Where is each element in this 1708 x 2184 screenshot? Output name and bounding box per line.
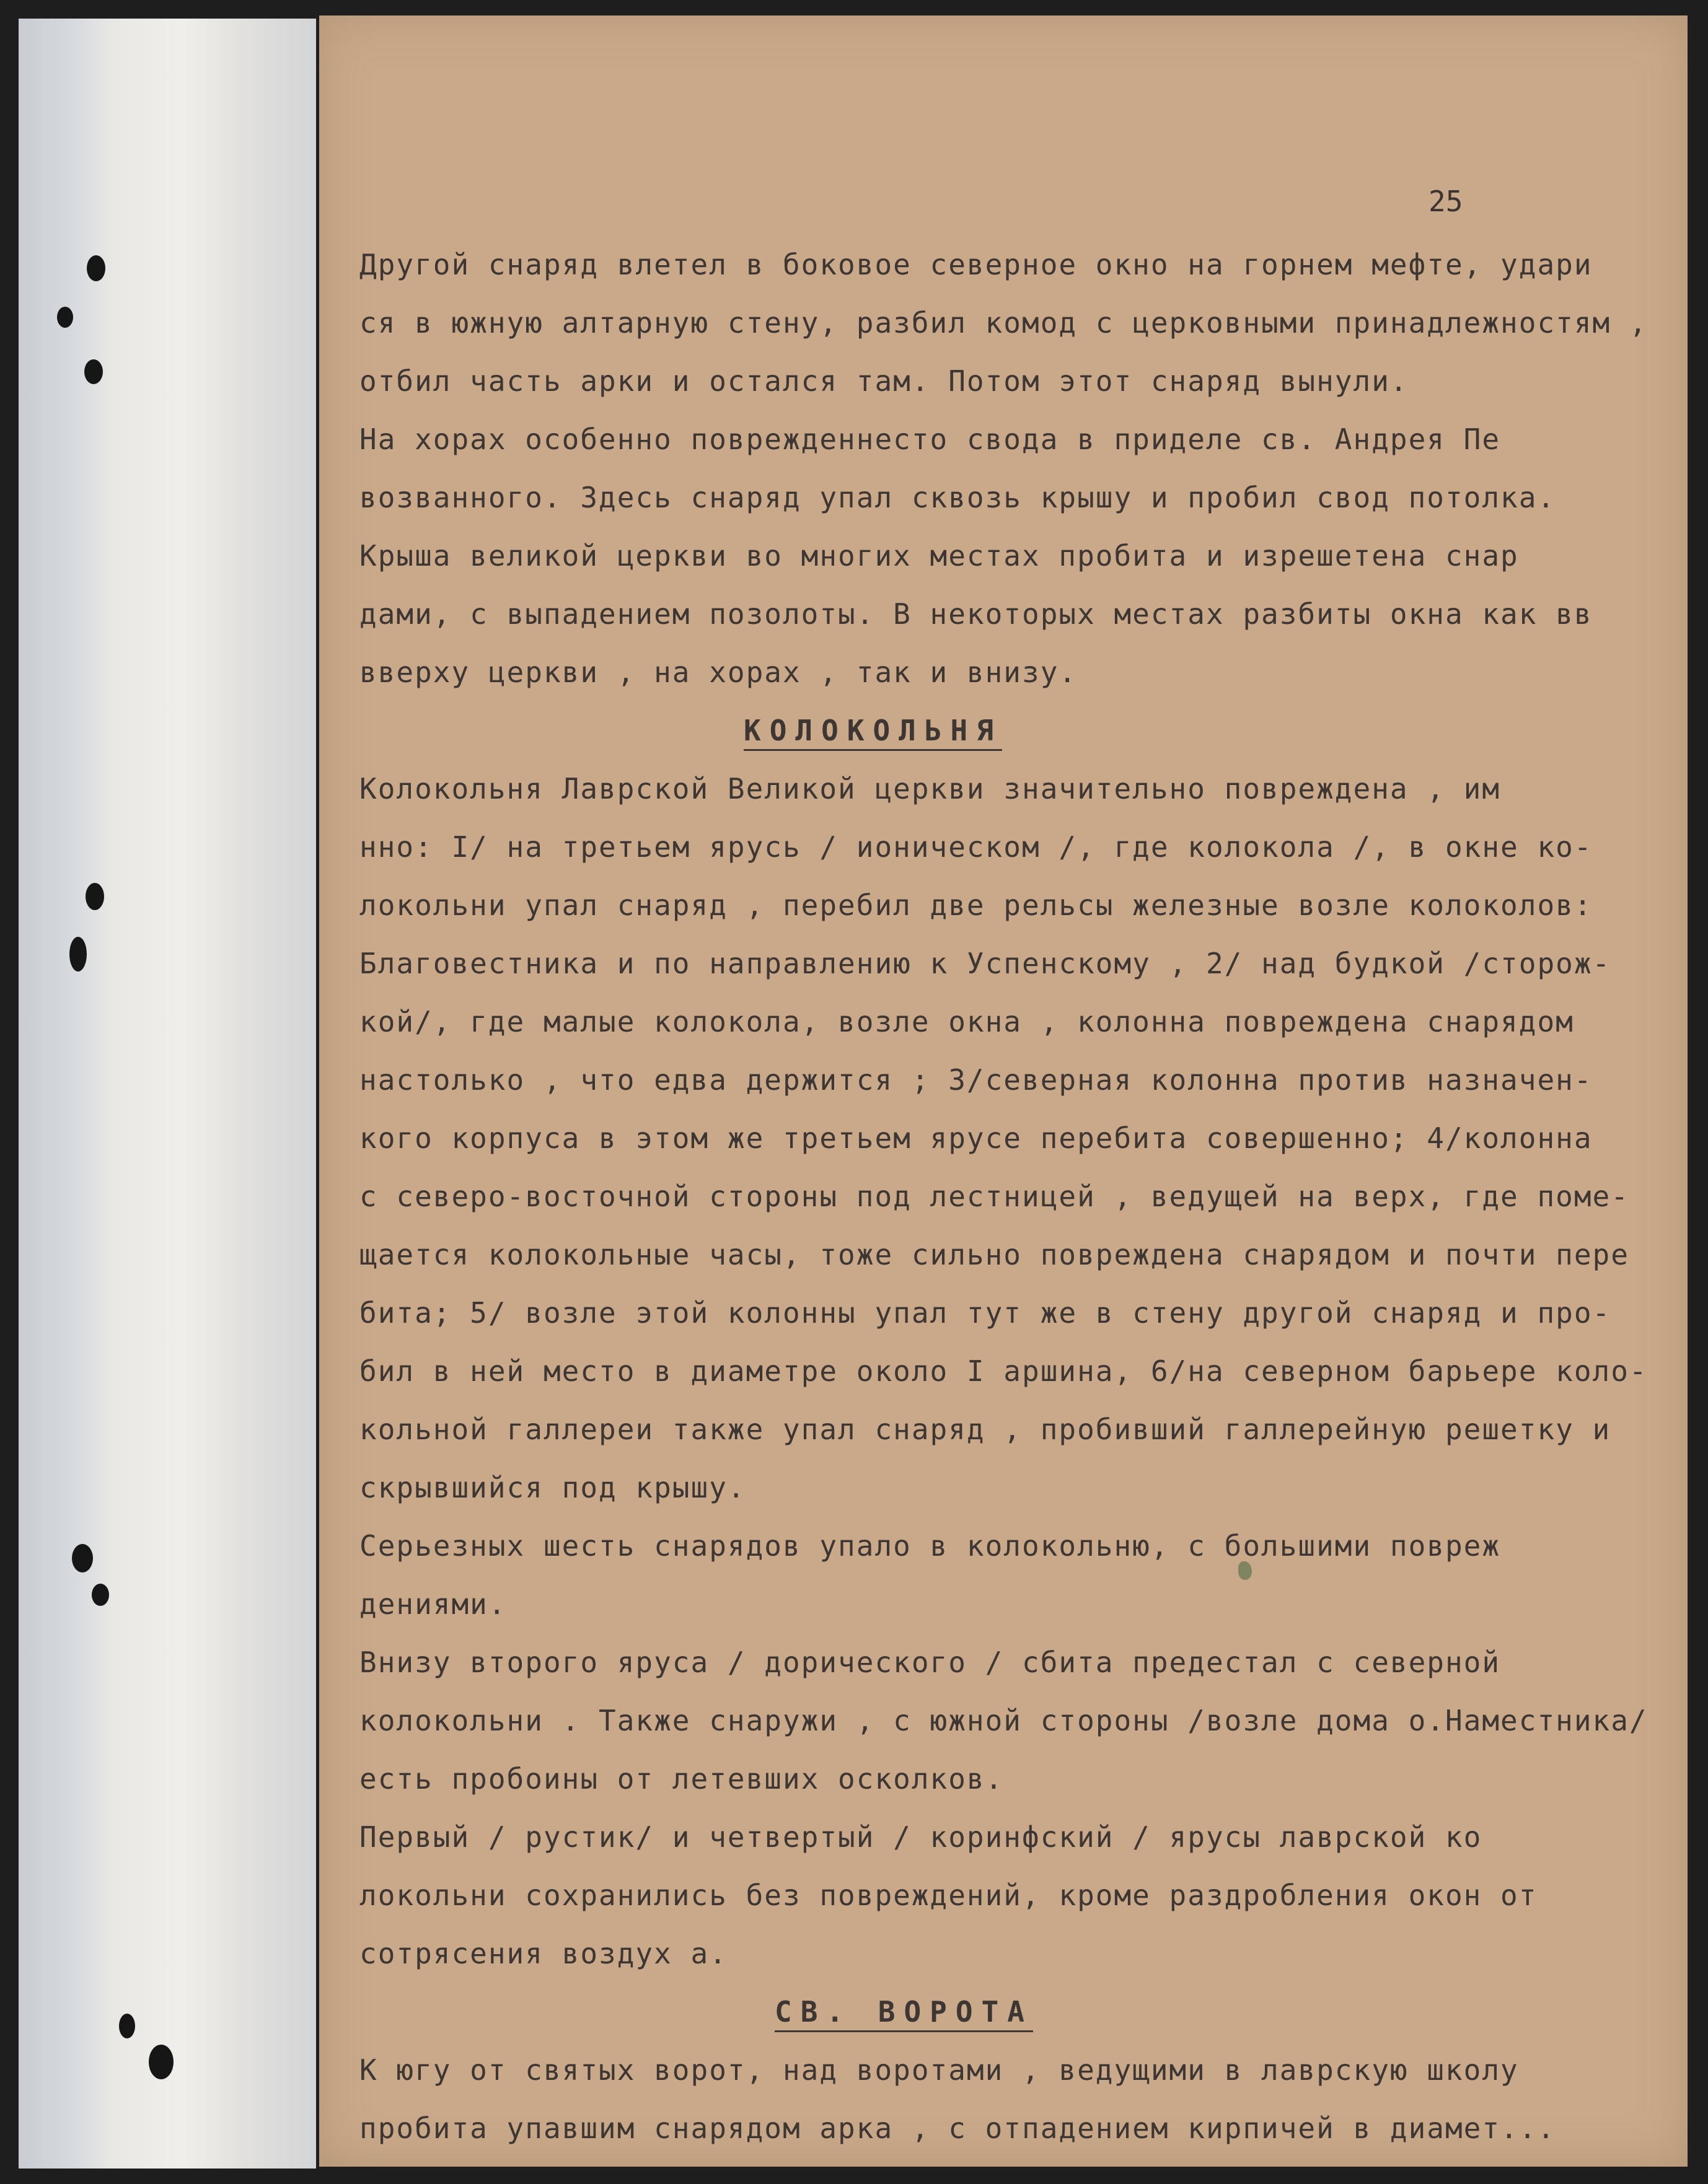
text-line: локольни упал снаряд , перебил две рельсы железные возле колоколов: xyxy=(359,888,1593,922)
text-line: щается колокольные часы, тоже сильно повреждена снарядом и почти пере xyxy=(359,1238,1629,1271)
punch-hole xyxy=(69,937,87,971)
text-line: На хорах особенно поврежденнесто свода в приделе св. Андрея Пе xyxy=(359,423,1501,456)
text-line: сотрясения воздух а. xyxy=(359,1937,728,1970)
text-line: кой/, где малые колокола, возле окна , колонна повреждена снарядом xyxy=(359,1005,1574,1038)
text-line: локольни сохранились без повреждений, кроме раздробления окон от xyxy=(359,1879,1538,1912)
text-line: настолько , что едва держится ; 3/северная колонна против назначен- xyxy=(359,1063,1593,1097)
text-line: скрывшийся под крышу. xyxy=(359,1471,746,1504)
section-heading-bell-tower: КОЛОКОЛЬНЯ xyxy=(744,714,1002,747)
text-line: Другой снаряд влетел в боковое северное окно на горнем мефте, удари xyxy=(359,248,1593,281)
text-line: Благовестника и по направлению к Успенскому , 2/ над будкой /сторож- xyxy=(359,947,1611,980)
text-line: колокольни . Также снаружи , с южной стороны /возле дома о.Наместника/ xyxy=(359,1704,1648,1737)
text-line: бита; 5/ возле этой колонны упал тут же в стену другой снаряд и про- xyxy=(359,1296,1611,1330)
text-line: кого корпуса в этом же третьем ярусе перебита совершенно; 4/колонна xyxy=(359,1121,1593,1155)
text-line: вверху церкви , на хорах , так и внизу. xyxy=(359,656,1078,689)
punch-hole xyxy=(92,1584,109,1606)
page-number: 25 xyxy=(1428,185,1463,218)
punch-hole xyxy=(72,1544,93,1572)
punch-hole xyxy=(149,2045,174,2079)
text-line: бил в ней место в диаметре около I аршина, 6/на северном барьере коло- xyxy=(359,1354,1648,1388)
section-heading-holy-gates: СВ. ВОРОТА xyxy=(775,1995,1033,2028)
text-line: Серьезных шесть снарядов упало в колокольню, с большими повреж xyxy=(359,1529,1501,1563)
punch-hole xyxy=(84,359,103,384)
punch-hole xyxy=(87,255,105,281)
text-line: есть пробоины от летевших осколков. xyxy=(359,1762,1004,1796)
text-line: Внизу второго яруса / дорического / сбита предестал с северной xyxy=(359,1646,1501,1679)
text-line: Первый / рустик/ и четвертый / коринфский / ярусы лаврской ко xyxy=(359,1820,1482,1854)
punch-hole xyxy=(57,307,73,328)
punch-hole xyxy=(119,2014,135,2038)
text-line: К югу от святых ворот, над воротами , ведущими в лаврскую школу xyxy=(359,2053,1519,2087)
text-line: нно: I/ на третьем ярусь / ионическом /, где колокола /, в окне ко- xyxy=(359,830,1593,864)
text-line: ся в южную алтарную стену, разбил комод с церковными принадлежностям , xyxy=(359,306,1648,340)
text-line: Крыша великой церкви во многих местах пробита и изрешетена снар xyxy=(359,539,1519,572)
binding-margin-strip xyxy=(19,19,316,2169)
text-line: отбил часть арки и остался там. Потом этот снаряд вынули. xyxy=(359,364,1409,398)
punch-hole xyxy=(86,883,104,910)
text-line: кольной галлереи также упал снаряд , пробивший галлерейную решетку и xyxy=(359,1413,1611,1446)
text-line: с северо-восточной стороны под лестницей , ведущей на верх, где поме- xyxy=(359,1180,1629,1213)
text-line: пробита упавшим снарядом арка , с отпадением кирпичей в диамет... xyxy=(359,2112,1556,2145)
text-line: Колокольня Лаврской Великой церкви значительно повреждена , им xyxy=(359,772,1501,805)
text-line: дами, с выпадением позолоты. В некоторых местах разбиты окна как вв xyxy=(359,597,1593,631)
text-line: возванного. Здесь снаряд упал сквозь крышу и пробил свод потолка. xyxy=(359,481,1556,514)
text-line: дениями. xyxy=(359,1587,507,1621)
